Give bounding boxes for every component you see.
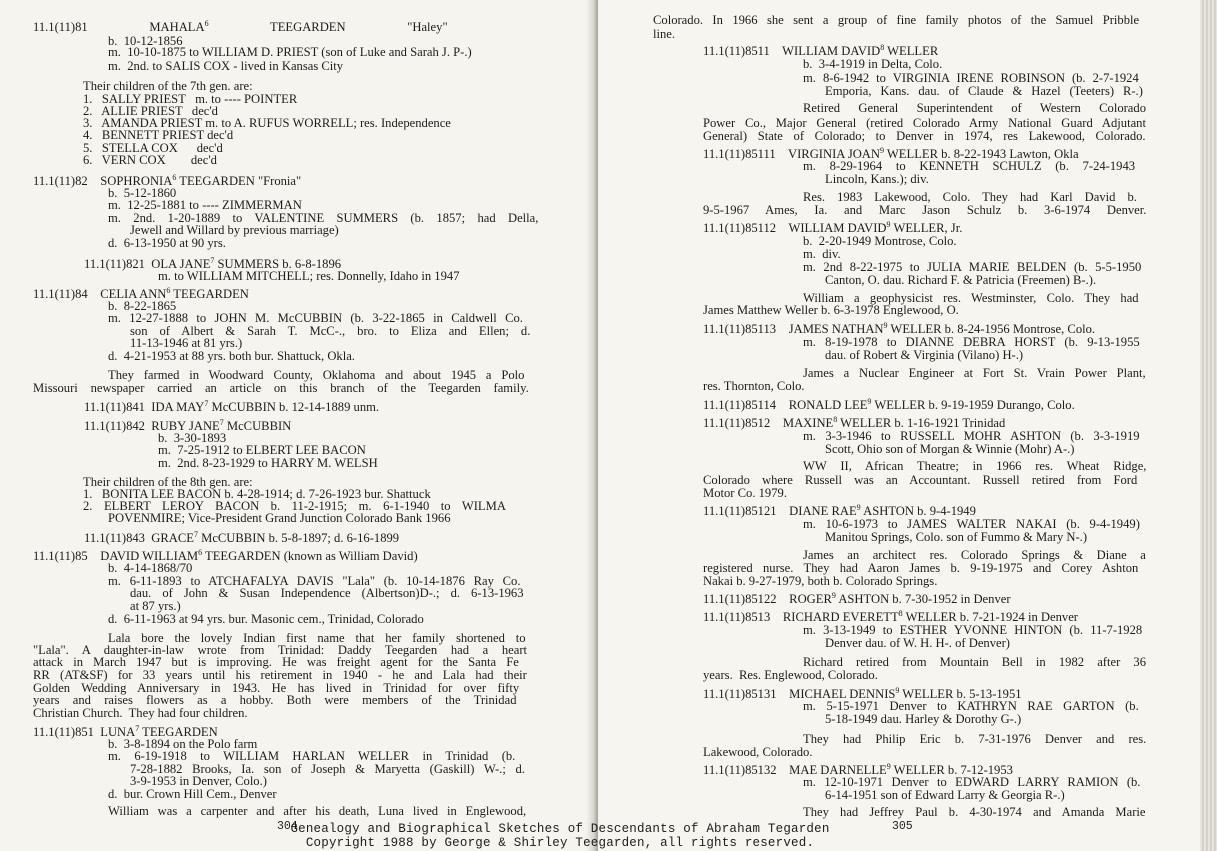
entry-heading: 11.1(11)85113 JAMES NATHAN$^9$ WELLER b. 8-24-1956 Montrose, Colo. xyxy=(703,321,1096,336)
entry-detail: m. 6-11-1893 to ATCHAFALYA DAVIS "Lala" (b. 10-14-1876 Ray Co. xyxy=(108,574,521,588)
entry-detail: b. 3-30-1893 xyxy=(158,431,227,445)
left-page-number: 304 xyxy=(277,820,298,833)
narrative-line: Missouri newspaper carried an article on this branch of the Teegarden family. xyxy=(33,381,529,395)
entry-detail: m. 3-3-1946 to RUSSELL MOHR ASHTON (b. 3-3-1919 xyxy=(803,429,1140,443)
narrative-line: line. xyxy=(653,27,676,41)
footer-copyright: Copyright 1988 by George & Shirley Teegarden, all rights reserved. xyxy=(305,836,815,850)
narrative-line: Colorado where Russell was an Accountant. Russell retired from Ford xyxy=(703,473,1138,487)
narrative-line: attack in March 1947 but is improving. He was freight agent for the Santa Fe xyxy=(33,655,519,669)
child-list-item: 3. AMANDA PRIEST m. to A. RUFUS WORRELL; res. Independence xyxy=(83,116,451,130)
left-page xyxy=(0,0,594,851)
entry-detail: Jewell and Willard by previous marriage) xyxy=(130,223,339,237)
entry-detail: 3-9-1953 in Denver, Colo.) xyxy=(130,774,267,788)
entry-heading: 11.1(11)85 DAVID WILLIAM$^6$ TEEGARDEN (known as William David) xyxy=(33,548,418,563)
entry-detail: b. 3-4-1919 in Delta, Colo. xyxy=(803,57,943,71)
generation-superscript: 9 xyxy=(886,762,891,771)
generation-superscript: 9 xyxy=(856,503,861,512)
child-list-item: 2. ELBERT LEROY BACON b. 11-2-1915; m. 6-1-1940 to WILMA xyxy=(83,499,506,513)
entry-heading: 11.1(11)84 CELIA ANN$^6$ TEEGARDEN xyxy=(33,286,249,301)
entry-detail: m. 12-25-1881 to ---- ZIMMERMAN xyxy=(108,198,302,212)
generation-superscript: 7 xyxy=(193,530,198,539)
entry-detail: m. 7-25-1912 to ELBERT LEE BACON xyxy=(158,443,366,457)
narrative-line: Richard retired from Mountain Bell in 1982 after 36 xyxy=(803,655,1146,669)
entry-detail: b. 3-8-1894 on the Polo farm xyxy=(108,737,258,751)
entry-detail: son of Albert & Sarah T. McC-., bro. to Eliza and Ellen; d. xyxy=(130,324,531,338)
generation-superscript: 7 xyxy=(204,399,209,408)
generation-superscript: 6 xyxy=(204,19,209,28)
entry-heading: 11.1(11)85131 MICHAEL DENNIS$^9$ WELLER b. 5-13-1951 xyxy=(703,686,1022,701)
footer-title: Genealogy and Biographical Sketches of Descendants of Abraham Tegarden xyxy=(290,822,830,836)
generation-superscript: 9 xyxy=(886,220,891,229)
entry-heading: 11.1(11)8511 WILLIAM DAVID$^8$ WELLER xyxy=(703,43,939,58)
child-list-item: 2. ALLIE PRIEST dec'd xyxy=(83,104,218,118)
entry-heading: 11.1(11)821 OLA JANE$^7$ SUMMERS b. 6-8-1896 xyxy=(84,256,342,271)
entry-detail: d. bur. Crown Hill Cem., Denver xyxy=(108,787,277,801)
narrative-line: res. Thornton, Colo. xyxy=(703,379,805,393)
generation-superscript: 7 xyxy=(219,418,224,427)
generation-superscript: 9 xyxy=(880,146,884,155)
entry-detail: m. to WILLIAM MITCHELL; res. Donnelly, Idaho in 1947 xyxy=(158,269,460,283)
entry-detail: Canton, O. dau. Richard F. & Patricia (Freemen) B-.). xyxy=(825,273,1097,287)
narrative-line: Colorado. In 1966 she sent a group of fine family photos of the Samuel Pribble xyxy=(653,13,1140,27)
entry-heading: 11.1(11)85132 MAE DARNELLE$^9$ WELLER b. 7-12-1953 xyxy=(703,762,1013,777)
narrative-line: WW II, African Theatre; in 1966 res. Wheat Ridge, xyxy=(803,459,1147,473)
narrative-line: James Matthew Weller b. 6-3-1978 Englewood, O. xyxy=(703,303,959,317)
entry-heading: 11.1(11)8512 MAXINE$^8$ WELLER b. 1-16-1921 Trinidad xyxy=(703,415,1006,430)
entry-heading: 11.1(11)841 IDA MAY$^7$ McCUBBIN b. 12-14-1889 unm. xyxy=(84,399,380,414)
narrative-line: Power Co., Major General (retired Colorado Army National Guard Adjutant xyxy=(703,116,1146,130)
entry-detail: m. 2nd. 1-20-1889 to VALENTINE SUMMERS (b. 1857; had Della, xyxy=(108,211,539,225)
narrative-line: They had Philip Eric b. 7-31-1976 Denver and res. xyxy=(803,732,1147,746)
entry-detail: at 87 yrs.) xyxy=(130,599,181,613)
entry-detail: Emporia, Kans. dau. of Claude & Hazel (Teeters) R-.) xyxy=(825,84,1143,98)
narrative-line: years. Res. Englewood, Colorado. xyxy=(703,668,878,682)
entry-detail: m. 6-19-1918 to WILLIAM HARLAN WELLER in Trinidad (b. xyxy=(108,749,516,763)
entry-detail: Lincoln, Kans.); div. xyxy=(825,172,929,186)
entry-heading: 11.1(11)82 SOPHRONIA$^6$ TEEGARDEN "Fronia" xyxy=(33,173,302,188)
entry-heading: 11.1(11)842 RUBY JANE$^7$ McCUBBIN xyxy=(84,418,292,433)
right-page-number: 305 xyxy=(892,820,913,833)
entry-detail: m. 10-10-1875 to WILLIAM D. PRIEST (son of Luke and Sarah J. P-.) xyxy=(108,45,472,59)
narrative-line: They farmed in Woodward County, Oklahoma and about 1945 a Polo xyxy=(108,368,525,382)
entry-detail: b. 2-20-1949 Montrose, Colo. xyxy=(803,234,957,248)
generation-superscript: 7 xyxy=(210,256,215,265)
narrative-line: Retired General Superintendent of Western Colorado xyxy=(803,101,1146,115)
entry-detail: 6-14-1951 son of Edward Larry & Georgia R-.) xyxy=(825,788,1065,802)
entry-heading: 11.1(11)843 GRACE$^7$ McCUBBIN b. 5-8-1897; d. 6-16-1899 xyxy=(84,530,400,545)
entry-heading: 11.1(11)85122 ROGER$^9$ ASHTON b. 7-30-1952 in Denver xyxy=(703,591,1011,606)
narrative-line: William a geophysicist res. Westminster, Colo. They had xyxy=(803,291,1139,305)
generation-superscript: 9 xyxy=(883,321,888,330)
entry-detail: m. 8-19-1978 to DIANNE DEBRA HORST (b. 9-13-1955 xyxy=(803,335,1140,349)
narrative-line: "Lala". A daughter-in-law wrote from Trinidad: Daddy Teegarden had a heart xyxy=(33,643,528,657)
generation-superscript: 8 xyxy=(880,43,885,52)
child-list-item: 5. STELLA COX dec'd xyxy=(83,141,223,155)
entry-detail: 5-18-1949 dau. Harley & Dorothy G-.) xyxy=(825,712,1022,726)
narrative-line: Lala bore the lovely Indian first name that her family shortened to xyxy=(108,631,526,645)
child-list-item: 1. SALLY PRIEST m. to ---- POINTER xyxy=(83,92,298,106)
generation-superscript: 6 xyxy=(166,286,171,295)
entry-detail: dau. of Robert & Virginia (Vilano) H-.) xyxy=(825,348,1024,362)
generation-superscript: 6 xyxy=(198,548,203,557)
entry-detail: d. 4-21-1953 at 88 yrs. both bur. Shattuck, Okla. xyxy=(108,349,355,363)
children-heading: Their children of the 8th gen. are: xyxy=(83,475,253,489)
entry-heading: 11.1(11)85112 WILLIAM DAVID$^9$ WELLER, Jr. xyxy=(703,220,963,235)
page-edges xyxy=(1200,0,1217,851)
entry-detail: m. 2nd 8-22-1975 to JULIA MARIE BELDEN (b. 5-5-1950 xyxy=(803,260,1142,274)
generation-superscript: 9 xyxy=(831,591,836,600)
narrative-line: James an architect res. Colorado Springs & Diane a xyxy=(803,548,1146,562)
generation-superscript: 6 xyxy=(172,173,177,182)
entry-detail: 7-28-1882 Brooks, Ia. son of Joseph & Maryetta (Gaskill) W-.; d. xyxy=(130,762,525,776)
generation-superscript: 9 xyxy=(867,397,872,406)
entry-heading: 11.1(11)851 LUNA$^7$ TEEGARDEN xyxy=(33,724,218,739)
narrative-line: General) State of Colorado; to Denver in 1974, res Lakewood, Colorado. xyxy=(703,129,1146,143)
entry-detail: b. 10-12-1856 xyxy=(108,34,183,48)
narrative-line: Lakewood, Colorado. xyxy=(703,745,813,759)
entry-detail: m. 3-13-1949 to ESTHER YVONNE HINTON (b. 11-7-1928 xyxy=(803,623,1143,637)
entry-detail: m. 2nd. 8-23-1929 to HARRY M. WELSH xyxy=(158,456,378,470)
child-list-item: 4. BENNETT PRIEST dec'd xyxy=(83,128,234,142)
entry-detail: POVENMIRE; Vice-President Grand Junction Colorado Bank 1966 xyxy=(108,511,451,525)
entry-detail: b. 4-14-1868/70 xyxy=(108,561,193,575)
entry-detail: m. 8-29-1964 to KENNETH SCHULZ (b. 7-24-1943 xyxy=(803,159,1136,173)
entry-detail: dau. of John & Susan Independence (Albertson)D-.; d. 6-13-1963 xyxy=(130,586,524,600)
child-list-item: 1. BONITA LEE BACON b. 4-28-1914; d. 7-26-1923 bur. Shattuck xyxy=(83,487,431,501)
entry-heading: 11.1(11)81 MAHALA$^6$ TEEGARDEN "Haley" xyxy=(33,19,448,34)
narrative-line: They had Jeffrey Paul b. 4-30-1974 and Amanda Marie xyxy=(803,805,1146,819)
entry-detail: Denver dau. of W. H. H-. of Denver) xyxy=(825,636,1011,650)
generation-superscript: 9 xyxy=(895,686,900,695)
entry-detail: d. 6-11-1963 at 94 yrs. bur. Masonic cem., Trinidad, Colorado xyxy=(108,612,424,626)
narrative-line: 9-5-1967 Ames, Ia. and Marc Jason Schulz b. 3-6-1974 Denver. xyxy=(703,203,1147,217)
narrative-line: Nakai b. 9-27-1979, both b. Colorado Springs. xyxy=(703,574,938,588)
child-list-item: 6. VERN COX dec'd xyxy=(83,153,217,167)
entry-detail: b. 8-22-1865 xyxy=(108,299,177,313)
entry-detail: 11-13-1946 at 81 yrs.) xyxy=(130,336,243,350)
generation-superscript: 7 xyxy=(135,724,140,733)
narrative-line: James a Nuclear Engineer at Fort St. Vrain Power Plant, xyxy=(803,366,1146,380)
narrative-line: Res. 1983 Lakewood, Colo. They had Karl David b. xyxy=(803,190,1137,204)
entry-heading: 11.1(11)85111 VIRGINIA JOAN$^9$ WELLER b. 8-22-1943 Lawton, Okla xyxy=(703,146,1079,161)
narrative-line: registered nurse. They had Aaron James b. 9-19-1975 and Corey Ashton xyxy=(703,561,1139,575)
entry-detail: b. 5-12-1860 xyxy=(108,186,177,200)
narrative-line: Christian Church. They had four children. xyxy=(33,706,248,720)
narrative-line: years and raises flowers as a hobby. Both were members of the Trinidad xyxy=(33,693,517,707)
narrative-line: William was a carpenter and after his death, Luna lived in Englewood, xyxy=(108,804,527,818)
entry-detail: m. 2nd. to SALIS COX - lived in Kansas City xyxy=(108,59,344,73)
entry-detail: m. 12-10-1971 Denver to EDWARD LARRY RAMION (b. xyxy=(803,775,1141,789)
entry-detail: m. 12-27-1888 to JOHN M. McCUBBIN (b. 3-22-1865 in Caldwell Co. xyxy=(108,311,523,325)
entry-detail: m. div. xyxy=(803,247,841,261)
narrative-line: Motor Co. 1979. xyxy=(703,486,787,500)
entry-detail: d. 6-13-1950 at 90 yrs. xyxy=(108,236,226,250)
generation-superscript: 8 xyxy=(833,415,838,424)
right-page xyxy=(598,0,1208,851)
entry-detail: m. 5-15-1971 Denver to KATHRYN RAE GARTON (b. xyxy=(803,699,1139,713)
children-heading: Their children of the 7th gen. are: xyxy=(83,79,253,93)
entry-heading: 11.1(11)85121 DIANE RAE$^9$ ASHTON b. 9-4-1949 xyxy=(703,503,976,518)
generation-superscript: 8 xyxy=(898,609,903,618)
entry-detail: Manitou Springs, Colo. son of Fummo & Mary N-.) xyxy=(825,530,1088,544)
entry-detail: m. 8-6-1942 to VIRGINIA IRENE ROBINSON (b. 2-7-1924 xyxy=(803,71,1139,85)
entry-detail: Scott, Ohio son of Morgan & Winnie (Mohr) A-.) xyxy=(825,442,1075,456)
entry-heading: 11.1(11)85114 RONALD LEE$^9$ WELLER b. 9-19-1959 Durango, Colo. xyxy=(703,397,1075,412)
narrative-line: RR (AT&SF) for 33 years until his retirement in 1940 - he and Lala had their xyxy=(33,668,527,682)
entry-heading: 11.1(11)8513 RICHARD EVERETT$^8$ WELLER b. 7-21-1924 in Denver xyxy=(703,609,1078,624)
entry-detail: m. 10-6-1973 to JAMES WALTER NAKAI (b. 9-4-1949) xyxy=(803,517,1140,531)
narrative-line: Golden Wedding Anniversary in 1943. He has lived in Trinidad for over fifty xyxy=(33,681,520,695)
